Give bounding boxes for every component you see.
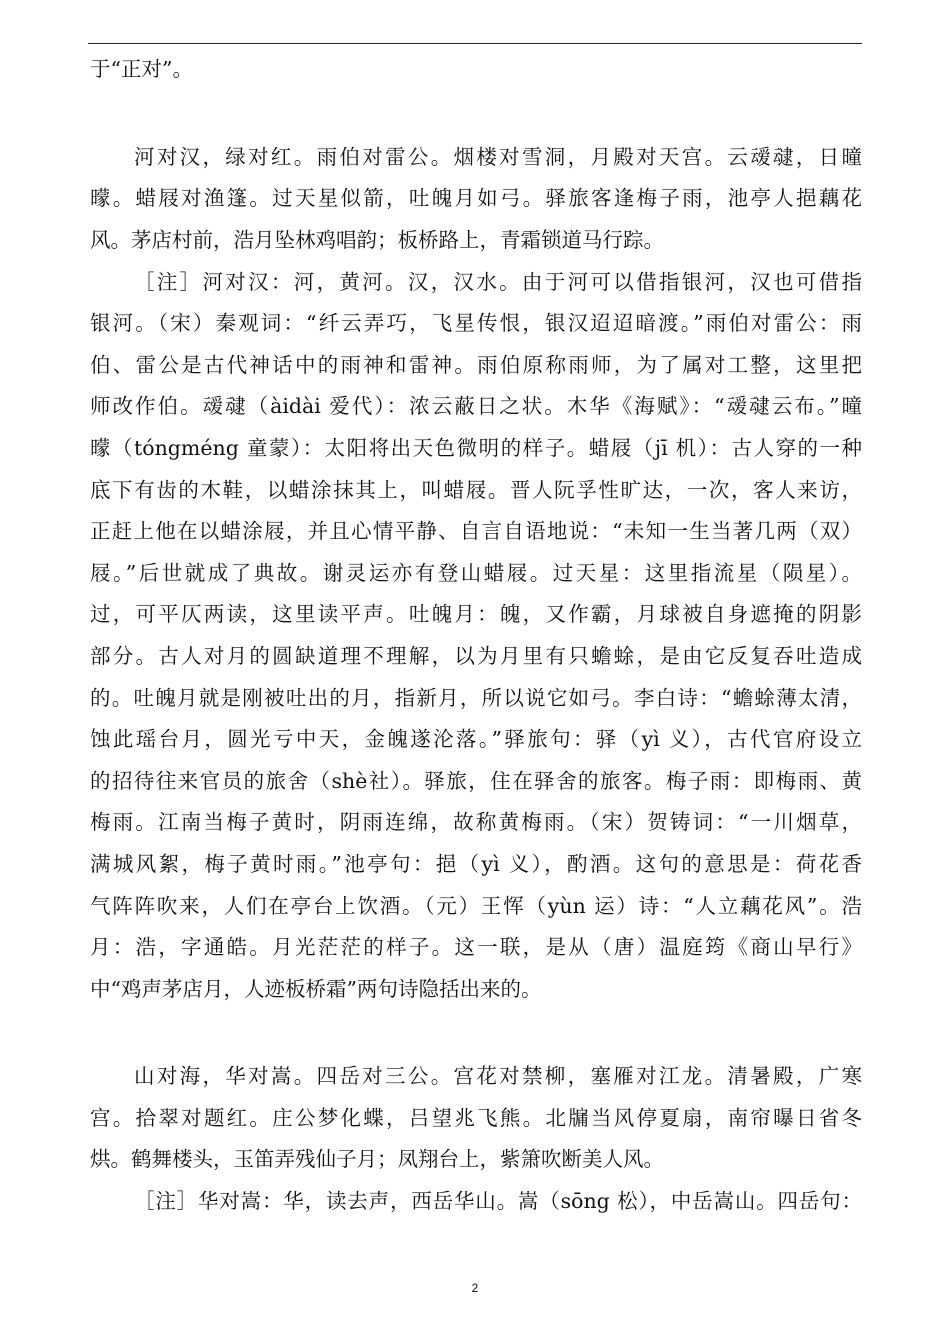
text-line: ［注］华对嵩：华，读去声，西岳华山。嵩（sōng 松），中岳嵩山。四岳句： [134, 1189, 862, 1213]
text-line: 月：浩，字通皓。月光茫茫的样子。这一联，是从（唐）温庭筠《商山早行》 [90, 935, 862, 959]
text-line: 于“正对”。 [90, 57, 193, 81]
text-line: 底下有齿的木鞋，以蜡涂抹其上，叫蜡屐。晋人阮孚性旷达，一次，客人来访， [90, 478, 862, 502]
text-line: 屐。”后世就成了典故。谢灵运亦有登山蜡屐。过天星：这里指流星（陨星）。 [90, 561, 862, 585]
text-line: 银河。（宋）秦观词：“纤云弄巧，飞星传恨，银汉迢迢暗渡。”雨伯对雷公：雨 [90, 311, 862, 335]
text-line: 蚀此瑶台月，圆光亏中天，金魄遂沦落。”驿旅句：驿（yì 义），古代官府设立 [90, 727, 862, 751]
text-line: 曚（tóngméng 童蒙）：太阳将出天色微明的样子。蜡屐（jī 机）：古人穿的一种 [90, 436, 862, 460]
text-line: 师改作伯。叆叇（àidài 爱代）：浓云蔽日之状。木华《海赋》：“叆叇云布。”曈 [90, 394, 862, 418]
text-line: 气阵阵吹来，人们在亭台上饮酒。（元）王恽（yùn 运）诗：“人立藕花风”。浩 [90, 894, 862, 918]
text-line: 梅雨。江南当梅子黄时，阴雨连绵，故称黄梅雨。（宋）贺铸词：“一川烟草， [90, 810, 862, 834]
text-line: 过，可平仄两读，这里读平声。吐魄月：魄，又作霸，月球被自身遮掩的阴影 [90, 602, 862, 626]
page-number: 2 [471, 1281, 479, 1295]
text-line: 正赶上他在以蜡涂屐，并且心情平静、自言自语地说：“未知一生当著几两（双） [90, 519, 862, 543]
text-line: 宫。拾翠对题红。庄公梦化蝶，吕望兆飞熊。北牖当风停夏扇，南帘曝日省冬 [90, 1106, 862, 1130]
text-line: 部分。古人对月的圆缺道理不理解，以为月里有只蟾蜍，是由它反复吞吐造成 [90, 644, 862, 668]
text-line: 河对汉，绿对红。雨伯对雷公。烟楼对雪洞，月殿对天宫。云叆叇，日曈 [134, 145, 862, 169]
text-line: ［注］河对汉：河，黄河。汉，汉水。由于河可以借指银河，汉也可借指 [134, 270, 862, 294]
text-line: 曚。蜡屐对渔篷。过天星似箭，吐魄月如弓。驿旅客逢梅子雨，池亭人挹藕花 [90, 186, 862, 210]
header-rule [88, 43, 862, 44]
text-line: 风。茅店村前，浩月坠林鸡唱韵；板桥路上，青霜锁道马行踪。 [90, 228, 664, 252]
text-line: 烘。鹤舞楼头，玉笛弄残仙子月；凤翔台上，紫箫吹断美人风。 [90, 1147, 664, 1171]
text-line: 中“鸡声茅店月，人迹板桥霜”两句诗隐括出来的。 [90, 977, 542, 1001]
text-line: 伯、雷公是古代神话中的雨神和雷神。雨伯原称雨师，为了属对工整，这里把 [90, 353, 862, 377]
text-line: 的。吐魄月就是刚被吐出的月，指新月，所以说它如弓。李白诗：“蟾蜍薄太清， [90, 686, 862, 710]
text-line: 山对海，华对嵩。四岳对三公。宫花对禁柳，塞雁对江龙。清暑殿，广寒 [134, 1064, 862, 1088]
text-line: 的招待往来官员的旅舍（shè社）。驿旅，住在驿舍的旅客。梅子雨：即梅雨、黄 [90, 769, 862, 793]
text-line: 满城风絮，梅子黄时雨。”池亭句：挹（yì 义），酌酒。这句的意思是：荷花香 [90, 852, 862, 876]
